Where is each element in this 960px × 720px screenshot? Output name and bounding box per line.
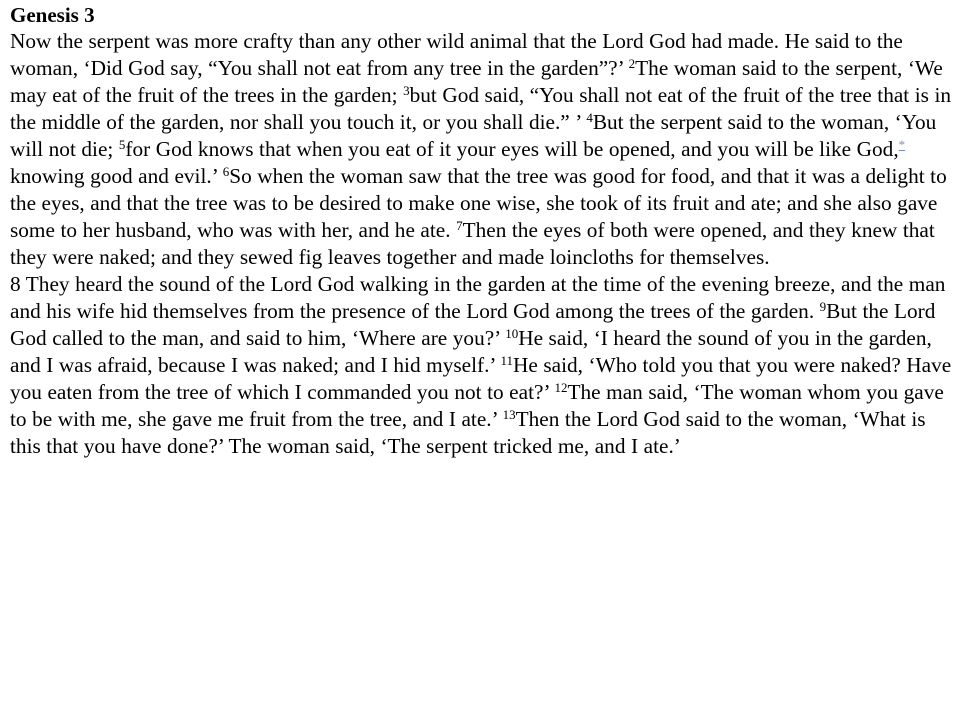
verse-number-4: 4: [586, 110, 593, 125]
verse-11-text: He said, ‘Who told you that you were naked? Have you eaten from the tree of which I commanded you not to eat?’: [10, 353, 952, 404]
verse-number-9: 9: [819, 299, 827, 314]
page-title: Genesis 3: [10, 3, 95, 27]
verse-number-2: 2: [628, 56, 636, 71]
verse-number-12: 12: [554, 380, 568, 395]
verse-8-text: 8 They heard the sound of the Lord God walking in the garden at the time of the evening breeze, and the man and his wife hid themselves from the presence of the Lord God among the trees of the garden.: [10, 272, 946, 323]
paragraph-1: [10, 28, 956, 271]
verse-1-text: Now the serpent was more crafty than any other wild animal that the Lord God had made. He said to the woman, ‘Did God say, “You shall not eat from any tree in the garden”?’: [10, 29, 903, 80]
verse-5-text-b: knowing good and evil.’: [10, 164, 223, 188]
verse-number-3: 3: [403, 83, 410, 98]
verse-6-text: So when the woman saw that the tree was good for food, and that it was a delight to the eyes, and that the tree was to be desired to make one wise, she took of its fruit and ate; and she also gave some to her husband, who was with her, and he ate.: [10, 164, 947, 242]
verse-10-text: He said, ‘I heard the sound of you in the garden, and I was afraid, because I was naked; and I hid myself.’: [10, 326, 932, 377]
verse-9-text: But the Lord God called to the man, and said to him, ‘Where are you?’: [10, 299, 936, 350]
verse-number-7: 7: [456, 218, 463, 233]
verse-5-text-a: for God knows that when you eat of it your eyes will be opened, and you will be like God,: [125, 137, 899, 161]
verse-number-10: 10: [505, 326, 519, 341]
verse-4-text: But the serpent said to the woman, ‘You will not die;: [10, 110, 937, 161]
verse-number-6: 6: [222, 164, 230, 179]
paragraph-2: [10, 271, 956, 460]
verse-2-text: The woman said to the serpent, ‘We may eat of the fruit of the trees in the garden;: [10, 56, 943, 107]
verse-number-11: 11: [500, 353, 513, 368]
verse-13-text: Then the Lord God said to the woman, ‘What is this that you have done?’ The woman said, ‘The serpent tricked me, and I ate.’: [10, 407, 926, 458]
verse-7-text: Then the eyes of both were opened, and they knew that they were naked; and they sewed fig leaves together and made loincloths for themselves.: [10, 218, 935, 269]
verse-number-13: 13: [502, 407, 516, 422]
document-page: [10, 0, 956, 460]
verse-3-text: but God said, “You shall not eat of the fruit of the tree that is in the middle of the garden, nor shall you touch it, or you shall die.” ’: [10, 83, 952, 134]
footnote-link[interactable]: *: [898, 137, 906, 152]
verse-number-5: 5: [118, 137, 126, 152]
verse-12-text: The man said, ‘The woman whom you gave to be with me, she gave me fruit from the tree, and I ate.’: [10, 380, 944, 431]
